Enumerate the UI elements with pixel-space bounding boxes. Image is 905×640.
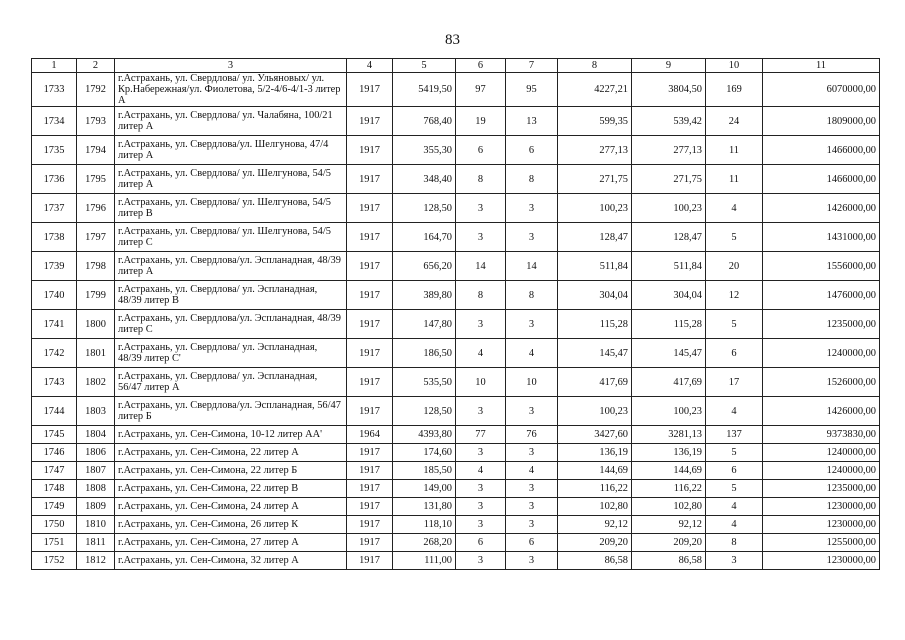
- col8-cell: 92,12: [558, 516, 632, 534]
- table-row: [32, 397, 880, 426]
- year-cell: 1917: [347, 534, 393, 552]
- amount-cell: 1240000,00: [763, 444, 880, 462]
- col8-cell: 102,80: [558, 498, 632, 516]
- area-cell: 131,80: [393, 498, 456, 516]
- column-header: 7: [506, 59, 558, 73]
- col6-cell: 77: [456, 426, 506, 444]
- col6-cell: 3: [456, 516, 506, 534]
- col8-cell: 128,47: [558, 223, 632, 252]
- col8-cell: 136,19: [558, 444, 632, 462]
- header-row: [32, 59, 880, 73]
- col9-cell: 115,28: [632, 310, 706, 339]
- amount-cell: 1235000,00: [763, 310, 880, 339]
- col7-cell: 3: [506, 310, 558, 339]
- table-row: [32, 223, 880, 252]
- year-cell: 1917: [347, 368, 393, 397]
- address-cell: г.Астрахань, ул. Сен-Симона, 22 литер В: [115, 480, 347, 498]
- table-row: [32, 310, 880, 339]
- col10-cell: 4: [706, 397, 763, 426]
- registry-table: [31, 58, 880, 570]
- address-cell: г.Астрахань, ул. Свердлова/ ул. Эспланадная, 48/39 литер С': [115, 339, 347, 368]
- address-cell: г.Астрахань, ул. Свердлова/ул. Эспланадная, 48/39 литер С: [115, 310, 347, 339]
- year-cell: 1917: [347, 165, 393, 194]
- area-cell: 111,00: [393, 552, 456, 570]
- year-cell: 1917: [347, 194, 393, 223]
- col9-cell: 277,13: [632, 136, 706, 165]
- table-row: [32, 368, 880, 397]
- col7-cell: 6: [506, 136, 558, 165]
- col10-cell: 5: [706, 444, 763, 462]
- table-row: [32, 444, 880, 462]
- col9-cell: 209,20: [632, 534, 706, 552]
- col8-cell: 86,58: [558, 552, 632, 570]
- col8-cell: 417,69: [558, 368, 632, 397]
- amount-cell: 9373830,00: [763, 426, 880, 444]
- row-number-cell: 1744: [32, 397, 77, 426]
- col8-cell: 115,28: [558, 310, 632, 339]
- col7-cell: 3: [506, 552, 558, 570]
- amount-cell: 1426000,00: [763, 194, 880, 223]
- area-cell: 268,20: [393, 534, 456, 552]
- col7-cell: 14: [506, 252, 558, 281]
- object-id-cell: 1802: [77, 368, 115, 397]
- col6-cell: 3: [456, 444, 506, 462]
- area-cell: 535,50: [393, 368, 456, 397]
- area-cell: 174,60: [393, 444, 456, 462]
- col7-cell: 10: [506, 368, 558, 397]
- col6-cell: 4: [456, 462, 506, 480]
- amount-cell: 1466000,00: [763, 165, 880, 194]
- col7-cell: 76: [506, 426, 558, 444]
- col8-cell: 271,75: [558, 165, 632, 194]
- col6-cell: 3: [456, 223, 506, 252]
- column-header: 2: [77, 59, 115, 73]
- year-cell: 1917: [347, 552, 393, 570]
- address-cell: г.Астрахань, ул. Свердлова/ул. Эспланадная, 48/39 литер А: [115, 252, 347, 281]
- address-cell: г.Астрахань, ул. Свердлова/ ул. Эспланадная, 48/39 литер В: [115, 281, 347, 310]
- col6-cell: 19: [456, 107, 506, 136]
- year-cell: 1964: [347, 426, 393, 444]
- table-row: [32, 281, 880, 310]
- col9-cell: 92,12: [632, 516, 706, 534]
- object-id-cell: 1796: [77, 194, 115, 223]
- amount-cell: 1235000,00: [763, 480, 880, 498]
- address-cell: г.Астрахань, ул. Сен-Симона, 10-12 литер АА': [115, 426, 347, 444]
- table-row: [32, 480, 880, 498]
- col6-cell: 6: [456, 534, 506, 552]
- address-cell: г.Астрахань, ул. Свердлова/ ул. Эспланадная, 56/47 литер А: [115, 368, 347, 397]
- row-number-cell: 1746: [32, 444, 77, 462]
- col9-cell: 100,23: [632, 194, 706, 223]
- row-number-cell: 1735: [32, 136, 77, 165]
- table-row: [32, 194, 880, 223]
- col6-cell: 10: [456, 368, 506, 397]
- amount-cell: 1426000,00: [763, 397, 880, 426]
- column-header: 5: [393, 59, 456, 73]
- object-id-cell: 1797: [77, 223, 115, 252]
- area-cell: 389,80: [393, 281, 456, 310]
- col8-cell: 304,04: [558, 281, 632, 310]
- col8-cell: 277,13: [558, 136, 632, 165]
- area-cell: 149,00: [393, 480, 456, 498]
- area-cell: 185,50: [393, 462, 456, 480]
- amount-cell: 1556000,00: [763, 252, 880, 281]
- row-number-cell: 1749: [32, 498, 77, 516]
- table-row: [32, 552, 880, 570]
- col6-cell: 3: [456, 397, 506, 426]
- object-id-cell: 1806: [77, 444, 115, 462]
- amount-cell: 1230000,00: [763, 516, 880, 534]
- col10-cell: 4: [706, 516, 763, 534]
- col10-cell: 24: [706, 107, 763, 136]
- col9-cell: 136,19: [632, 444, 706, 462]
- col6-cell: 3: [456, 194, 506, 223]
- column-header: 1: [32, 59, 77, 73]
- object-id-cell: 1808: [77, 480, 115, 498]
- col8-cell: 3427,60: [558, 426, 632, 444]
- object-id-cell: 1801: [77, 339, 115, 368]
- table-row: [32, 462, 880, 480]
- col8-cell: 100,23: [558, 194, 632, 223]
- column-header: 8: [558, 59, 632, 73]
- col10-cell: 5: [706, 223, 763, 252]
- address-cell: г.Астрахань, ул. Сен-Симона, 22 литер А: [115, 444, 347, 462]
- object-id-cell: 1792: [77, 73, 115, 107]
- table-row: [32, 73, 880, 107]
- area-cell: 128,50: [393, 397, 456, 426]
- col10-cell: 137: [706, 426, 763, 444]
- column-header: 10: [706, 59, 763, 73]
- col10-cell: 5: [706, 310, 763, 339]
- col7-cell: 6: [506, 534, 558, 552]
- col8-cell: 599,35: [558, 107, 632, 136]
- col6-cell: 97: [456, 73, 506, 107]
- col8-cell: 4227,21: [558, 73, 632, 107]
- col7-cell: 4: [506, 339, 558, 368]
- row-number-cell: 1734: [32, 107, 77, 136]
- col6-cell: 14: [456, 252, 506, 281]
- area-cell: 128,50: [393, 194, 456, 223]
- column-header: 9: [632, 59, 706, 73]
- col6-cell: 4: [456, 339, 506, 368]
- table-row: [32, 516, 880, 534]
- address-cell: г.Астрахань, ул. Свердлова/ ул. Ульяновых/ ул. Кр.Набережная/ул. Фиолетова, 5/2-4/6-4/1-3 литер А: [115, 73, 347, 107]
- col10-cell: 8: [706, 534, 763, 552]
- amount-cell: 1255000,00: [763, 534, 880, 552]
- row-number-cell: 1752: [32, 552, 77, 570]
- area-cell: 656,20: [393, 252, 456, 281]
- col9-cell: 145,47: [632, 339, 706, 368]
- table-row: [32, 107, 880, 136]
- row-number-cell: 1733: [32, 73, 77, 107]
- year-cell: 1917: [347, 281, 393, 310]
- col10-cell: 4: [706, 498, 763, 516]
- table-row: [32, 498, 880, 516]
- amount-cell: 1240000,00: [763, 462, 880, 480]
- address-cell: г.Астрахань, ул. Сен-Симона, 27 литер А: [115, 534, 347, 552]
- year-cell: 1917: [347, 136, 393, 165]
- table-row: [32, 165, 880, 194]
- area-cell: 355,30: [393, 136, 456, 165]
- col10-cell: 4: [706, 194, 763, 223]
- amount-cell: 1230000,00: [763, 498, 880, 516]
- col10-cell: 11: [706, 136, 763, 165]
- row-number-cell: 1747: [32, 462, 77, 480]
- col7-cell: 3: [506, 516, 558, 534]
- object-id-cell: 1810: [77, 516, 115, 534]
- amount-cell: 1526000,00: [763, 368, 880, 397]
- year-cell: 1917: [347, 252, 393, 281]
- object-id-cell: 1811: [77, 534, 115, 552]
- col9-cell: 3281,13: [632, 426, 706, 444]
- table-body: [32, 73, 880, 570]
- object-id-cell: 1809: [77, 498, 115, 516]
- year-cell: 1917: [347, 444, 393, 462]
- col6-cell: 3: [456, 552, 506, 570]
- column-header: 3: [115, 59, 347, 73]
- col10-cell: 12: [706, 281, 763, 310]
- object-id-cell: 1794: [77, 136, 115, 165]
- col9-cell: 144,69: [632, 462, 706, 480]
- area-cell: 164,70: [393, 223, 456, 252]
- column-header: 4: [347, 59, 393, 73]
- col6-cell: 8: [456, 281, 506, 310]
- column-header: 11: [763, 59, 880, 73]
- col10-cell: 5: [706, 480, 763, 498]
- address-cell: г.Астрахань, ул. Свердлова/ ул. Чалабяна, 100/21 литер А: [115, 107, 347, 136]
- col9-cell: 417,69: [632, 368, 706, 397]
- row-number-cell: 1743: [32, 368, 77, 397]
- table-row: [32, 534, 880, 552]
- area-cell: 147,80: [393, 310, 456, 339]
- col10-cell: 11: [706, 165, 763, 194]
- col7-cell: 3: [506, 480, 558, 498]
- year-cell: 1917: [347, 498, 393, 516]
- col8-cell: 100,23: [558, 397, 632, 426]
- row-number-cell: 1737: [32, 194, 77, 223]
- col9-cell: 304,04: [632, 281, 706, 310]
- area-cell: 768,40: [393, 107, 456, 136]
- row-number-cell: 1740: [32, 281, 77, 310]
- area-cell: 4393,80: [393, 426, 456, 444]
- row-number-cell: 1736: [32, 165, 77, 194]
- col7-cell: 95: [506, 73, 558, 107]
- table-row: [32, 252, 880, 281]
- address-cell: г.Астрахань, ул. Свердлова/ ул. Шелгунова, 54/5 литер А: [115, 165, 347, 194]
- col6-cell: 3: [456, 498, 506, 516]
- object-id-cell: 1799: [77, 281, 115, 310]
- col6-cell: 3: [456, 480, 506, 498]
- col10-cell: 20: [706, 252, 763, 281]
- table-row: [32, 136, 880, 165]
- object-id-cell: 1795: [77, 165, 115, 194]
- row-number-cell: 1748: [32, 480, 77, 498]
- col7-cell: 4: [506, 462, 558, 480]
- col10-cell: 6: [706, 339, 763, 368]
- area-cell: 348,40: [393, 165, 456, 194]
- col10-cell: 6: [706, 462, 763, 480]
- col9-cell: 511,84: [632, 252, 706, 281]
- address-cell: г.Астрахань, ул. Сен-Симона, 22 литер Б: [115, 462, 347, 480]
- object-id-cell: 1800: [77, 310, 115, 339]
- col9-cell: 86,58: [632, 552, 706, 570]
- row-number-cell: 1738: [32, 223, 77, 252]
- col10-cell: 3: [706, 552, 763, 570]
- col7-cell: 3: [506, 223, 558, 252]
- amount-cell: 6070000,00: [763, 73, 880, 107]
- table-row: [32, 339, 880, 368]
- col7-cell: 3: [506, 444, 558, 462]
- amount-cell: 1809000,00: [763, 107, 880, 136]
- col10-cell: 17: [706, 368, 763, 397]
- column-header: 6: [456, 59, 506, 73]
- col7-cell: 3: [506, 498, 558, 516]
- object-id-cell: 1804: [77, 426, 115, 444]
- col6-cell: 8: [456, 165, 506, 194]
- year-cell: 1917: [347, 462, 393, 480]
- amount-cell: 1431000,00: [763, 223, 880, 252]
- address-cell: г.Астрахань, ул. Сен-Симона, 32 литер А: [115, 552, 347, 570]
- address-cell: г.Астрахань, ул. Свердлова/ул. Эспланадная, 56/47 литер Б: [115, 397, 347, 426]
- amount-cell: 1466000,00: [763, 136, 880, 165]
- address-cell: г.Астрахань, ул. Свердлова/ ул. Шелгунова, 54/5 литер В: [115, 194, 347, 223]
- col8-cell: 144,69: [558, 462, 632, 480]
- year-cell: 1917: [347, 107, 393, 136]
- row-number-cell: 1742: [32, 339, 77, 368]
- year-cell: 1917: [347, 397, 393, 426]
- col9-cell: 128,47: [632, 223, 706, 252]
- year-cell: 1917: [347, 73, 393, 107]
- col7-cell: 8: [506, 165, 558, 194]
- amount-cell: 1230000,00: [763, 552, 880, 570]
- year-cell: 1917: [347, 339, 393, 368]
- amount-cell: 1240000,00: [763, 339, 880, 368]
- row-number-cell: 1739: [32, 252, 77, 281]
- year-cell: 1917: [347, 310, 393, 339]
- area-cell: 118,10: [393, 516, 456, 534]
- col9-cell: 539,42: [632, 107, 706, 136]
- page-number: 83: [445, 32, 460, 48]
- col9-cell: 100,23: [632, 397, 706, 426]
- table-row: [32, 426, 880, 444]
- col7-cell: 3: [506, 194, 558, 223]
- year-cell: 1917: [347, 480, 393, 498]
- object-id-cell: 1803: [77, 397, 115, 426]
- col6-cell: 3: [456, 310, 506, 339]
- object-id-cell: 1793: [77, 107, 115, 136]
- address-cell: г.Астрахань, ул. Сен-Симона, 24 литер А: [115, 498, 347, 516]
- row-number-cell: 1745: [32, 426, 77, 444]
- col9-cell: 3804,50: [632, 73, 706, 107]
- col8-cell: 116,22: [558, 480, 632, 498]
- col7-cell: 8: [506, 281, 558, 310]
- address-cell: г.Астрахань, ул. Свердлова/ ул. Шелгунова, 54/5 литер С: [115, 223, 347, 252]
- object-id-cell: 1812: [77, 552, 115, 570]
- year-cell: 1917: [347, 516, 393, 534]
- col9-cell: 116,22: [632, 480, 706, 498]
- year-cell: 1917: [347, 223, 393, 252]
- row-number-cell: 1751: [32, 534, 77, 552]
- object-id-cell: 1807: [77, 462, 115, 480]
- col9-cell: 271,75: [632, 165, 706, 194]
- col7-cell: 3: [506, 397, 558, 426]
- row-number-cell: 1750: [32, 516, 77, 534]
- area-cell: 5419,50: [393, 73, 456, 107]
- col9-cell: 102,80: [632, 498, 706, 516]
- amount-cell: 1476000,00: [763, 281, 880, 310]
- row-number-cell: 1741: [32, 310, 77, 339]
- col10-cell: 169: [706, 73, 763, 107]
- object-id-cell: 1798: [77, 252, 115, 281]
- address-cell: г.Астрахань, ул. Сен-Симона, 26 литер К: [115, 516, 347, 534]
- col8-cell: 209,20: [558, 534, 632, 552]
- col8-cell: 511,84: [558, 252, 632, 281]
- col7-cell: 13: [506, 107, 558, 136]
- col6-cell: 6: [456, 136, 506, 165]
- address-cell: г.Астрахань, ул. Свердлова/ул. Шелгунова, 47/4 литер А: [115, 136, 347, 165]
- area-cell: 186,50: [393, 339, 456, 368]
- col8-cell: 145,47: [558, 339, 632, 368]
